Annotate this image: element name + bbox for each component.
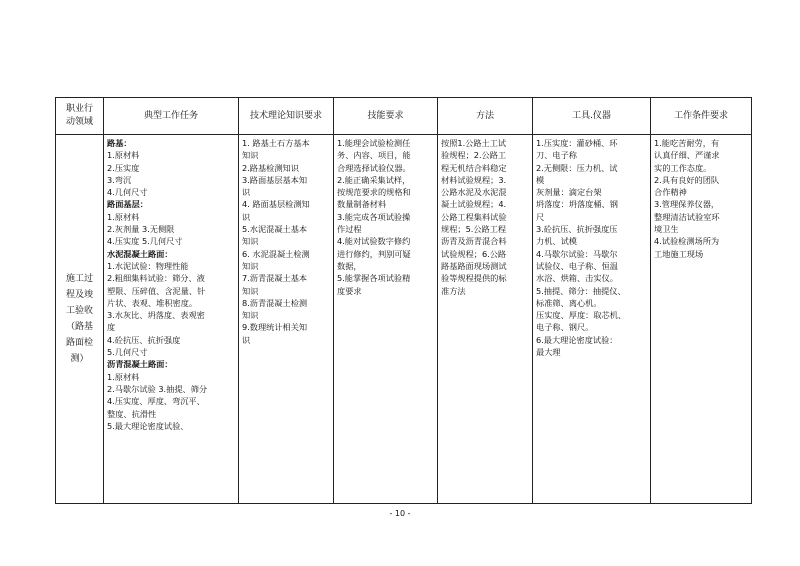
text-line: 路面检: [65, 338, 93, 348]
text-line: 水浴、烘箱、击实仪。: [536, 273, 618, 284]
task-item: 塑限、压碎值、含泥量、针: [107, 285, 206, 296]
task-item: 4.砼抗压、抗折强度: [107, 334, 181, 345]
text-line: 电子称、钢尺。: [536, 322, 594, 333]
task-item: 度: [107, 322, 116, 333]
text-line: 9.数理统计相关知: [242, 322, 308, 333]
task-item: 2.粗细集料试验：筛分、液: [107, 273, 205, 284]
methods-cell: [438, 135, 533, 504]
text-line: 认真仔细、严谨求: [654, 150, 720, 161]
text-line: 施工过: [65, 274, 93, 284]
tasks-cell: [104, 135, 239, 504]
text-line: 1. 路基土石方基本: [242, 138, 310, 148]
text-line: 最大理: [536, 347, 561, 358]
text-line: 2.具有良好的团队: [654, 174, 720, 185]
task-item: 4.压实度 5.几何尺寸: [107, 236, 183, 247]
conditions-cell: [651, 135, 752, 504]
text-line: 5.水泥混凝土基本: [242, 224, 308, 235]
text-line: 合理选择试验仪器。: [337, 162, 411, 173]
text-line: 1.能吃苦耐劳，有: [654, 138, 720, 148]
text-line: 识: [242, 334, 251, 345]
text-line: 6.最大理论密度试验：: [536, 334, 618, 345]
text-line: 按规范要求的规格和: [337, 187, 411, 198]
task-item: 5.最大理论密度试验、: [107, 420, 189, 431]
text-line: 技能要求: [367, 110, 404, 121]
task-item: 2.灰剂量 3.无侧限: [107, 224, 175, 235]
task-section-heading: 水泥混凝土路面：: [107, 248, 173, 259]
text-line: 验等规程提供的标: [441, 273, 507, 284]
header-conditions: [651, 98, 752, 135]
task-section-heading: 沥青混凝土路面：: [107, 359, 173, 370]
task-item: 2.马歇尔试验 3.抽提、筛分: [107, 383, 208, 394]
text-line: 沥青及沥青混合料: [441, 236, 507, 247]
task-item: 整度、抗滑性: [107, 408, 157, 419]
text-line: 测）: [70, 354, 89, 364]
header-methods: [438, 98, 533, 135]
task-item: 5.几何尺寸: [107, 347, 148, 358]
theory-cell: [239, 135, 334, 504]
task-item: 1.原材料: [107, 371, 140, 382]
text-line: 坍落度：坍落度桶、钢: [536, 199, 618, 210]
text-line: 压实度、厚度：取芯机、: [536, 310, 627, 321]
text-line: 知识: [242, 285, 259, 296]
text-line: 知识: [242, 260, 259, 271]
task-item: 3.水灰比、坍落度、表观密: [107, 310, 205, 321]
task-item: 3.弯沉: [107, 174, 132, 185]
task-item: 2.压实度: [107, 162, 140, 173]
task-item: 4.压实度、厚度、弯沉平、: [107, 396, 205, 407]
text-line: 数据，: [337, 260, 362, 271]
text-line: 2.能正确采集试样，: [337, 174, 411, 185]
header-domain: [56, 98, 104, 135]
text-line: 务、内容、项目，能: [337, 150, 411, 161]
text-line: 境卫生: [654, 224, 679, 235]
text-line: 知识: [242, 310, 259, 321]
text-line: 动领域: [65, 117, 93, 127]
standards-table: [55, 97, 752, 504]
header-theory: [239, 98, 334, 135]
text-line: 3.管理保养仪器，: [654, 199, 720, 210]
skills-cell: [334, 135, 438, 504]
text-line: 公路水泥及水泥混: [441, 187, 507, 198]
text-line: 路基路面现场测试: [441, 260, 507, 271]
text-line: 度要求: [337, 285, 362, 296]
text-line: 知识: [242, 150, 259, 161]
text-line: 验规程；2.公路工: [441, 150, 507, 161]
header-skills: [334, 98, 438, 135]
text-line: 材料试验规程；3.: [441, 174, 507, 185]
text-line: 灰剂量：滴定台架: [536, 187, 602, 198]
text-line: 职业行: [65, 104, 93, 114]
text-line: 整理清洁试验室环: [654, 211, 720, 222]
text-line: 标准筛、离心机。: [536, 297, 602, 308]
text-line: 方法: [475, 110, 494, 121]
text-line: 5.抽提、筛分：抽提仪、: [536, 285, 626, 296]
text-line: 刀、电子称: [536, 150, 577, 161]
text-line: 进行修约，判别可疑: [337, 248, 411, 259]
text-line: 尺: [536, 211, 545, 222]
text-line: 实的工作态度。: [654, 162, 712, 173]
task-item: 1.原材料: [107, 211, 140, 222]
text-line: 试验仪、电子称、恒温: [536, 260, 618, 271]
text-line: 凝土试验规程；4.: [441, 199, 507, 210]
text-line: 3.能完成各项试验操: [337, 211, 411, 222]
text-line: 2.路基检测知识: [242, 162, 299, 173]
text-line: 3.路面基层基本知: [242, 174, 308, 185]
text-line: 4.马歇尔试验：马歇尔: [536, 248, 618, 259]
text-line: 知识: [242, 236, 259, 247]
text-line: 程无机结合料稳定: [441, 162, 507, 173]
text-line: 6. 水泥混凝土检测: [242, 248, 310, 259]
text-line: 规程；5.公路工程: [441, 224, 507, 235]
task-item: 1.原材料: [107, 150, 140, 161]
text-line: 公路工程集料试验: [441, 211, 507, 222]
text-line: 1.能理会试验检测任: [337, 138, 411, 148]
page-number: - 10 -: [389, 509, 411, 518]
text-line: 工作条件要求: [673, 110, 728, 121]
header-tasks: [104, 98, 239, 135]
text-line: 4.能对试验数字修约: [337, 236, 411, 247]
task-item: 1.水泥试验：物理性能: [107, 260, 189, 271]
text-line: 4. 路面基层检测知: [242, 199, 310, 210]
text-line: 识: [242, 187, 251, 198]
text-line: 准方法: [441, 285, 466, 296]
text-line: 5.能掌握各项试验精: [337, 273, 411, 284]
task-item: 片状、表观、堆积密度。: [107, 297, 198, 308]
task-item: 4.几何尺寸: [107, 187, 148, 198]
text-line: 力机、试模: [536, 236, 577, 247]
task-section-heading: 路面基层：: [107, 199, 148, 210]
text-line: 合作精神: [654, 187, 687, 198]
text-line: 工具.仪器: [572, 110, 611, 121]
task-section-heading: 路基：: [107, 138, 132, 148]
text-line: 3.砼抗压、抗折强度压: [536, 224, 618, 235]
text-line: 7.沥青混凝土基本: [242, 273, 308, 284]
text-line: 工地施工现场: [654, 248, 704, 259]
text-line: 识: [242, 211, 251, 222]
text-line: 4.试验检测场所为: [654, 236, 720, 247]
text-line: （路基: [65, 322, 93, 332]
text-line: 1.压实度：灌砂桶、环: [536, 138, 618, 148]
text-line: 数量制备材料: [337, 199, 387, 210]
text-line: 8.沥青混凝土检测: [242, 297, 308, 308]
header-row: [56, 98, 752, 135]
text-line: 模: [536, 174, 545, 185]
content-row: [56, 135, 752, 504]
domain-cell: [56, 135, 104, 504]
text-line: 作过程: [337, 224, 362, 235]
text-line: 技术理论知识要求: [249, 110, 322, 121]
text-line: 试验规程；6.公路: [441, 248, 507, 259]
text-line: 程及竣: [65, 290, 93, 300]
text-line: 2.无侧限：压力机、试: [536, 162, 618, 173]
text-line: 典型工作任务: [143, 110, 198, 121]
text-line: 工验收: [65, 306, 93, 316]
text-line: 按照1.公路土工试: [441, 138, 507, 148]
header-tools: [533, 98, 651, 135]
tools-cell: [533, 135, 651, 504]
